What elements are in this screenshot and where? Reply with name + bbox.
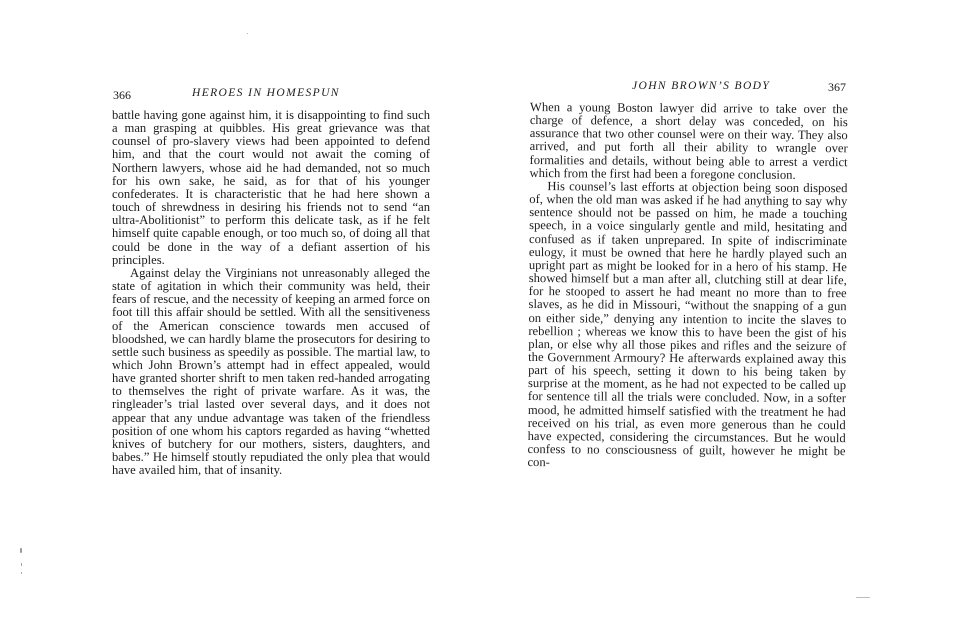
right-page xyxy=(490,0,980,634)
page-speck xyxy=(247,33,248,34)
paragraph: When a young Boston lawyer did arrive to take over the charge of defence, a short delay was conceded, on his assurance that two other counsel were on their way. They also arrived, and put forth all their ability to wrangle over formalities and details, without being able to arrest a verdict which from the first had been a foregone conclusion. xyxy=(529,100,848,182)
paragraph: His counsel’s last efforts at objection being soon disposed of, when the old man was asked if he had anything to say why sentence should not be passed on him, he made a touching speech, in a voice singularly gentle and mild, hesitating and confused as if taken unprepared. In spite of indiscriminate eulogy, it must be owned that here he hardly played such an upright part as might be looked for in a hero of his stamp. He showed himself but a man after all, clutching still at dear life, for he stooped to assert he had meant no more than to free slaves, as he did in Missouri, “without the snapping of a gun on either side,” denying any intention to incite the slaves to rebellion ; whereas we know this to have been the gist of his plan, or else why all those pikes and rifles and the seizure of the Government Armoury? He afterwards explained away this part of his speech, setting it down to his being taken by surprise at the moment, as he had not expected to be called up for sentence till all the trials were concluded. Now, in a softer mood, he admitted himself satisfied with the treatment he had received on his trial, as even more generous than he could have expected, considering the circumstances. But he would confess to no consciousness of guilt, however he might be con- xyxy=(527,179,848,470)
running-head: HEROES IN HOMESPUN xyxy=(192,87,340,99)
paragraph: battle having gone against him, it is disappointing to find such a man grasping at quibbles. His great grievance was that counsel of pro-slavery views had been appointed to defend him, and that the court would not await the coming of Northern lawyers, whose aid he had demanded, not so much for his own sake, he said, as for that of his younger confederates. It is characteristic that he had here shown a touch of shrewdness in desiring his friends not to send “an ultra-Abolitionist” to perform this delicate task, as if he felt himself quite capable enough, or too much so, of doing all that could be done in the way of a defiant assertion of his principles. xyxy=(112,108,430,267)
page-speck xyxy=(21,572,22,574)
page-number: 366 xyxy=(113,88,131,102)
body-text xyxy=(112,109,430,477)
page-number: 367 xyxy=(828,80,846,94)
body-text xyxy=(527,101,848,472)
running-head: JOHN BROWN’S BODY xyxy=(632,80,771,92)
page-speck xyxy=(21,563,22,566)
paragraph: Against delay the Virginians not unreasonably alleged the state of agitation in which their community was held, their fears of rescue, and the necessity of keeping an armed force on foot till this affair should be settled. With all the sensitiveness of the American conscience towards men accused of bloodshed, we can hardly blame the prosecutors for desiring to settle such business as speedily as possible. The martial law, to which John Brown’s attempt had in effect appealed, would have granted shorter shrift to men taken red-handed arrogating to themselves the right of private warfare. As it was, the ringleader’s trial lasted over several days, and it does not appear that any undue advantage was taken of the friendless position of one whom his captors regarded as having “whetted knives of butchery for our mothers, sisters, daughters, and babes.” He himself stoutly repudiated the only plea that would have availed him, that of insanity. xyxy=(112,265,430,478)
page-speck xyxy=(856,597,870,598)
page-speck xyxy=(20,548,22,553)
